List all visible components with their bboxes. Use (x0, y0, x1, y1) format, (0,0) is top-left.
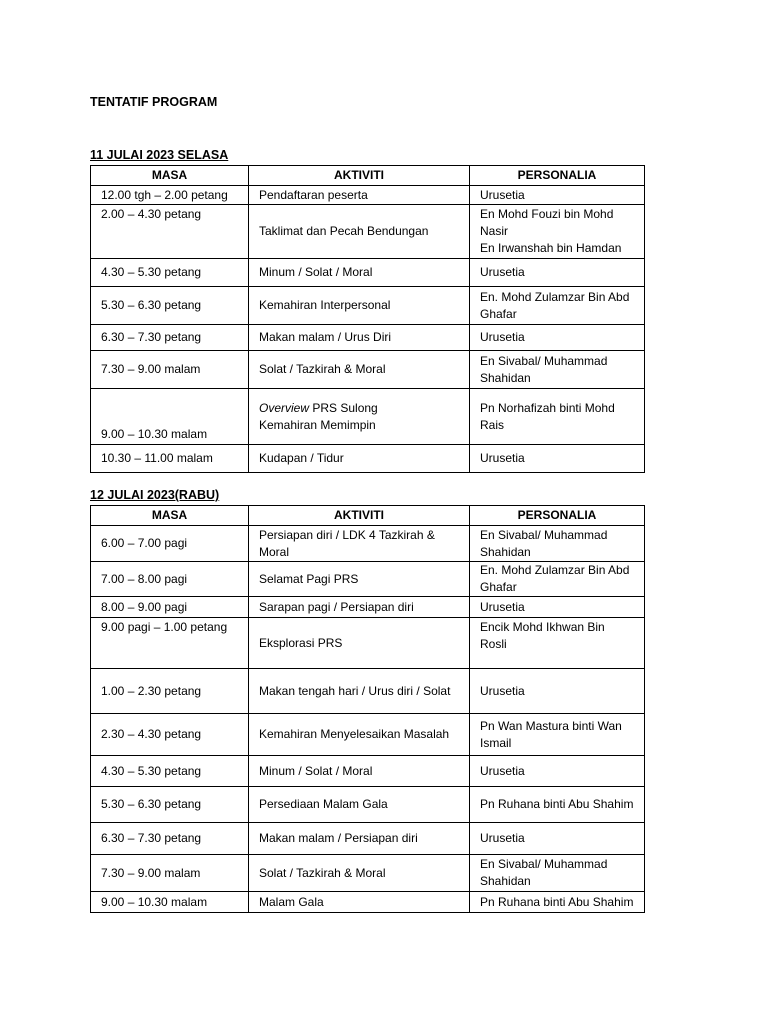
cell-masa: 2.30 – 4.30 petang (91, 714, 249, 756)
cell-personalia: Pn Norhafizah binti Mohd Rais (470, 389, 645, 445)
table-row (91, 714, 645, 756)
cell-aktiviti: Sarapan pagi / Persiapan diri (249, 597, 470, 618)
table-row (91, 259, 645, 287)
cell-masa: 6.30 – 7.30 petang (91, 823, 249, 855)
cell-personalia: Urusetia (470, 597, 645, 618)
table-row (91, 823, 645, 855)
cell-aktiviti: Kudapan / Tidur (249, 445, 470, 473)
cell-personalia: En Mohd Fouzi bin Mohd Nasir En Irwanshah bin Hamdan (470, 205, 645, 259)
document-title: TENTATIF PROGRAM (90, 95, 218, 109)
table-row (91, 787, 645, 823)
table-row (91, 351, 645, 389)
cell-masa: 6.00 – 7.00 pagi (91, 526, 249, 562)
cell-aktiviti: Malam Gala (249, 892, 470, 913)
day2-heading: 12 JULAI 2023(RABU) (90, 488, 220, 502)
header-aktiviti: AKTIVITI (249, 166, 470, 186)
cell-personalia: En Sivabal/ Muhammad Shahidan (470, 855, 645, 892)
table-row (91, 892, 645, 913)
cell-aktiviti: Persiapan diri / LDK 4 Tazkirah & Moral (249, 526, 470, 562)
header-aktiviti: AKTIVITI (249, 506, 470, 526)
cell-masa: 4.30 – 5.30 petang (91, 756, 249, 787)
table-row (91, 562, 645, 597)
cell-aktiviti: Solat / Tazkirah & Moral (249, 855, 470, 892)
cell-personalia: Urusetia (470, 823, 645, 855)
cell-personalia: Urusetia (470, 325, 645, 351)
cell-personalia: Encik Mohd Ikhwan Bin Rosli (470, 618, 645, 669)
cell-masa: 7.30 – 9.00 malam (91, 855, 249, 892)
cell-aktiviti: Makan malam / Persiapan diri (249, 823, 470, 855)
cell-masa: 7.30 – 9.00 malam (91, 351, 249, 389)
cell-aktiviti: Taklimat dan Pecah Bendungan (249, 205, 470, 259)
aktiviti-text: PRS Sulong Kemahiran Memimpin (259, 400, 378, 432)
cell-personalia: Urusetia (470, 259, 645, 287)
cell-masa: 2.00 – 4.30 petang (91, 205, 249, 259)
cell-personalia: En Sivabal/ Muhammad Shahidan (470, 526, 645, 562)
cell-masa: 12.00 tgh – 2.00 petang (91, 186, 249, 205)
cell-aktiviti: Eksplorasi PRS (249, 618, 470, 669)
cell-masa: 9.00 – 10.30 malam (91, 389, 249, 445)
cell-masa: 5.30 – 6.30 petang (91, 787, 249, 823)
cell-personalia: En. Mohd Zulamzar Bin Abd Ghafar (470, 287, 645, 325)
cell-personalia: Urusetia (470, 669, 645, 714)
cell-aktiviti: Solat / Tazkirah & Moral (249, 351, 470, 389)
cell-aktiviti: Pendaftaran peserta (249, 186, 470, 205)
cell-aktiviti: Persediaan Malam Gala (249, 787, 470, 823)
header-personalia: PERSONALIA (470, 166, 645, 186)
cell-aktiviti (249, 389, 470, 445)
day1-heading: 11 JULAI 2023 SELASA (90, 148, 229, 162)
italic-overview-text: Overview (259, 400, 310, 415)
cell-aktiviti: Minum / Solat / Moral (249, 756, 470, 787)
cell-aktiviti: Minum / Solat / Moral (249, 259, 470, 287)
table-row (91, 597, 645, 618)
cell-masa: 7.00 – 8.00 pagi (91, 562, 249, 597)
table-row (91, 287, 645, 325)
day2-schedule-table (90, 505, 645, 913)
table-row (91, 186, 645, 205)
cell-personalia: En. Mohd Zulamzar Bin Abd Ghafar (470, 562, 645, 597)
cell-masa: 4.30 – 5.30 petang (91, 259, 249, 287)
cell-aktiviti: Makan malam / Urus Diri (249, 325, 470, 351)
day1-schedule-table (90, 165, 645, 473)
table-row (91, 669, 645, 714)
cell-personalia: Urusetia (470, 445, 645, 473)
cell-personalia: Urusetia (470, 186, 645, 205)
cell-masa: 9.00 – 10.30 malam (91, 892, 249, 913)
cell-masa: 9.00 pagi – 1.00 petang (91, 618, 249, 669)
cell-masa: 5.30 – 6.30 petang (91, 287, 249, 325)
cell-personalia: En Sivabal/ Muhammad Shahidan (470, 351, 645, 389)
cell-personalia: Pn Wan Mastura binti Wan Ismail (470, 714, 645, 756)
cell-aktiviti: Kemahiran Interpersonal (249, 287, 470, 325)
header-personalia: PERSONALIA (470, 506, 645, 526)
table-row (91, 205, 645, 259)
table-row (91, 526, 645, 562)
cell-aktiviti: Selamat Pagi PRS (249, 562, 470, 597)
cell-masa: 1.00 – 2.30 petang (91, 669, 249, 714)
cell-personalia: Pn Ruhana binti Abu Shahim (470, 787, 645, 823)
table-row (91, 756, 645, 787)
cell-masa: 10.30 – 11.00 malam (91, 445, 249, 473)
cell-aktiviti: Kemahiran Menyelesaikan Masalah (249, 714, 470, 756)
table-row (91, 618, 645, 669)
table-header-row (91, 506, 645, 526)
header-masa: MASA (91, 506, 249, 526)
table-header-row (91, 166, 645, 186)
table-row (91, 389, 645, 445)
cell-masa: 8.00 – 9.00 pagi (91, 597, 249, 618)
table-row (91, 325, 645, 351)
header-masa: MASA (91, 166, 249, 186)
cell-aktiviti: Makan tengah hari / Urus diri / Solat (249, 669, 470, 714)
cell-masa: 6.30 – 7.30 petang (91, 325, 249, 351)
cell-personalia: Pn Ruhana binti Abu Shahim (470, 892, 645, 913)
table-row (91, 445, 645, 473)
cell-personalia: Urusetia (470, 756, 645, 787)
table-row (91, 855, 645, 892)
